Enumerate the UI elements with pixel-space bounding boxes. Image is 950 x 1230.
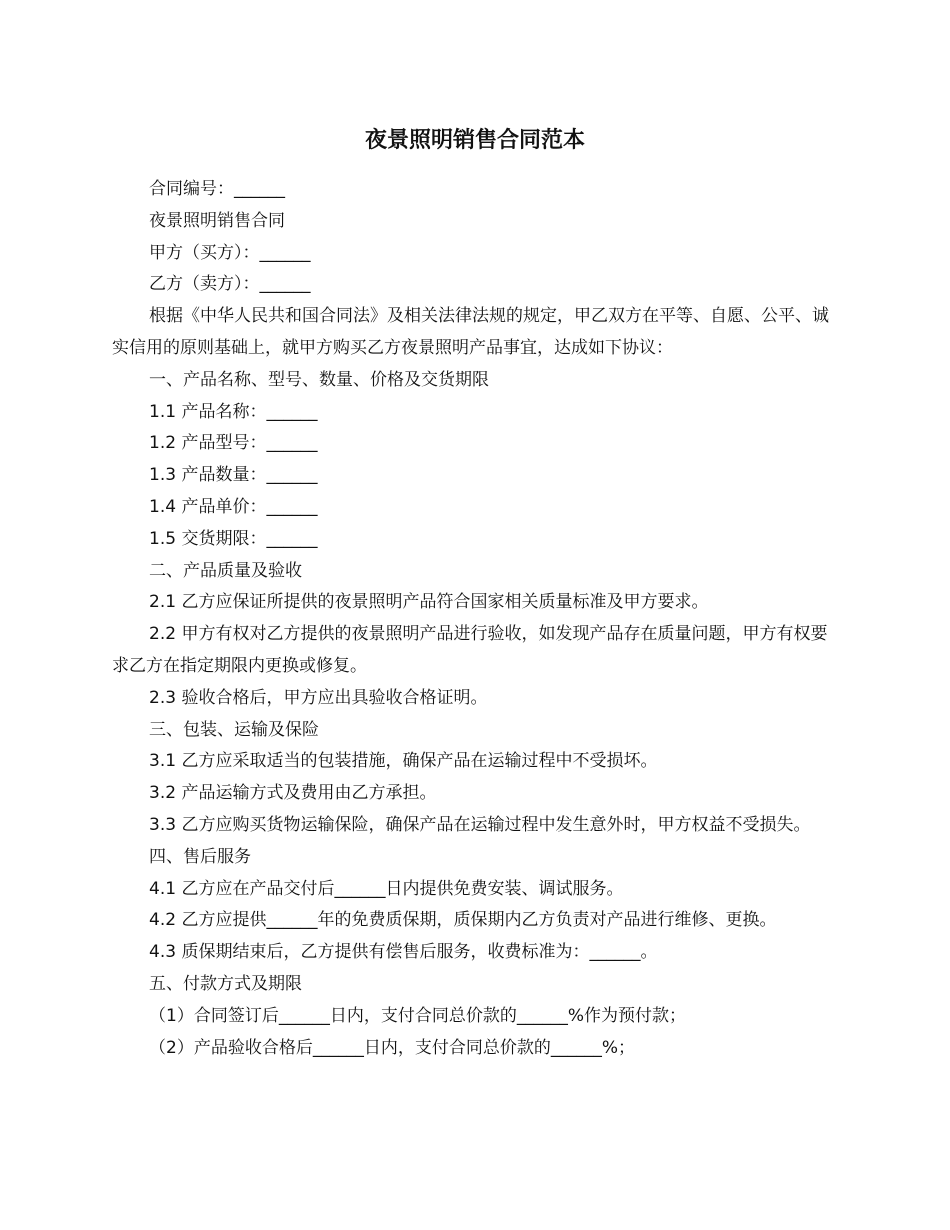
clause-4-3: 4.3 质保期结束后，乙方提供有偿售后服务，收费标准为：______。 [149,942,658,963]
payment-item-1: （1）合同签订后______日内，支付合同总价款的______%作为预付款； [149,1005,686,1026]
payment-item-2: （2）产品验收合格后______日内，支付合同总价款的______%； [149,1037,635,1058]
clause-1-2: 1.2 产品型号：______ [149,433,318,454]
clause-2-2: 2.2 甲方有权对乙方提供的夜景照明产品进行验收，如发现产品存在质量问题，甲方有权要求乙方在指定期限内更换或修复。 [112,624,828,676]
party-b-line: 乙方（卖方）：______ [149,274,311,295]
section-heading-3: 三、包装、运输及保险 [149,719,319,740]
clause-1-4: 1.4 产品单价：______ [149,496,318,517]
clause-1-5: 1.5 交货期限：______ [149,528,318,549]
clause-1-1: 1.1 产品名称：______ [149,401,318,422]
clause-3-1: 3.1 乙方应采取适当的包装措施，确保产品在运输过程中不受损坏。 [149,751,658,772]
section-heading-4: 四、售后服务 [149,846,251,867]
preamble-paragraph: 根据《中华人民共和国合同法》及相关法律法规的规定，甲乙双方在平等、自愿、公平、诚实信用的原则基础上，就甲方购买乙方夜景照明产品事宜，达成如下协议： [112,306,829,358]
document-body [112,174,842,1064]
clause-2-3: 2.3 验收合格后，甲方应出具验收合格证明。 [149,687,488,708]
section-heading-5: 五、付款方式及期限 [149,973,302,994]
clause-4-2: 4.2 乙方应提供______年的免费质保期，质保期内乙方负责对产品进行维修、更换。 [149,910,777,931]
clause-3-3: 3.3 乙方应购买货物运输保险，确保产品在运输过程中发生意外时，甲方权益不受损失。 [149,814,811,835]
section-heading-1: 一、产品名称、型号、数量、价格及交货期限 [149,369,489,390]
party-a-line: 甲方（买方）：______ [149,242,311,263]
contract-number-line: 合同编号：______ [149,179,285,199]
section-heading-2: 二、产品质量及验收 [149,560,302,581]
contract-name-line: 夜景照明销售合同 [149,210,285,231]
clause-4-1: 4.1 乙方应在产品交付后______日内提供免费安装、调试服务。 [149,878,624,899]
clause-1-3: 1.3 产品数量：______ [149,465,318,486]
clause-2-1: 2.1 乙方应保证所提供的夜景照明产品符合国家相关质量标准及甲方要求。 [149,592,709,613]
clause-3-2: 3.2 产品运输方式及费用由乙方承担。 [149,783,437,804]
document-title: 夜景照明销售合同范本 [364,128,585,153]
